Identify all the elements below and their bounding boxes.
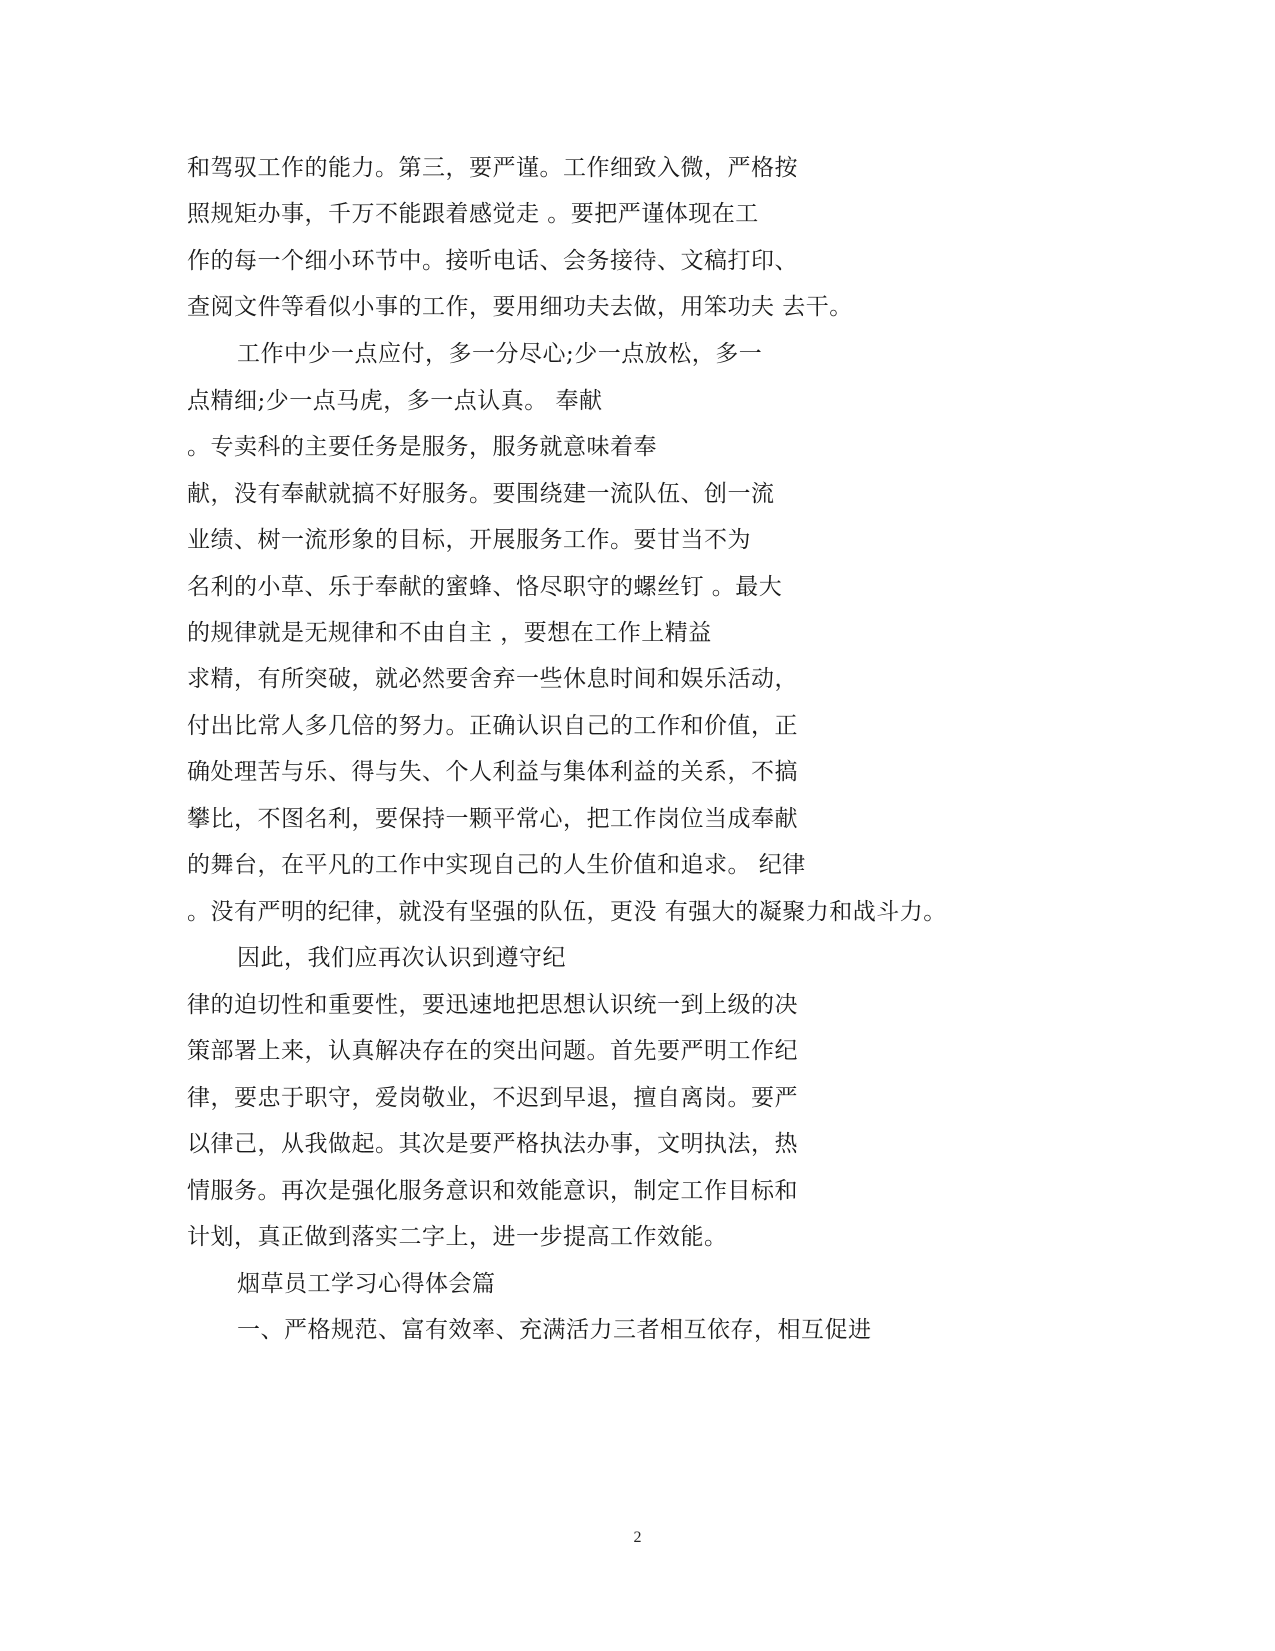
text-line: 。没有严明的纪律，就没有坚强的队伍，更没 有强大的凝聚力和战斗力。 xyxy=(187,899,947,925)
text-line: 点精细;少一点马虎，多一点认真。 奉献 xyxy=(187,388,603,414)
text-line: 律的迫切性和重要性，要迅速地把思想认识统一到上级的决 xyxy=(187,992,798,1018)
text-line: 名利的小草、乐于奉献的蜜蜂、恪尽职守的螺丝钉 。最大 xyxy=(187,574,783,600)
text-line: 照规矩办事，千万不能跟着感觉走 。要把严谨体现在工 xyxy=(187,201,759,227)
text-line: 求精，有所突破，就必然要舍弃一些休息时间和娱乐活动， xyxy=(187,666,798,692)
text-line: 攀比，不图名利，要保持一颗平常心，把工作岗位当成奉献 xyxy=(187,806,798,832)
text-line: 确处理苦与乐、得与失、个人利益与集体利益的关系，不搞 xyxy=(187,759,798,785)
text-line: 的舞台，在平凡的工作中实现自己的人生价值和追求。 纪律 xyxy=(187,852,806,878)
text-line: 献，没有奉献就搞不好服务。要围绕建一流队伍、创一流 xyxy=(187,481,775,507)
text-line: 和驾驭工作的能力。第三，要严谨。工作细致入微，严格按 xyxy=(187,155,798,181)
text-line: 业绩、树一流形象的目标，开展服务工作。要甘当不为 xyxy=(187,527,751,553)
text-line: 付出比常人多几倍的努力。正确认识自己的工作和价值，正 xyxy=(187,713,798,739)
page-number: 2 xyxy=(633,1529,642,1546)
text-line: 查阅文件等看似小事的工作，要用细功夫去做，用笨功夫 去干。 xyxy=(187,294,853,320)
text-line: 策部署上来，认真解决存在的突出问题。首先要严明工作纪 xyxy=(187,1038,798,1064)
text-line: 的规律就是无规律和不由自主 ，要想在工作上精益 xyxy=(187,620,712,646)
text-line: 计划，真正做到落实二字上，进一步提高工作效能。 xyxy=(187,1224,728,1250)
text-line: 因此，我们应再次认识到遵守纪 xyxy=(237,945,566,971)
text-line: 情服务。再次是强化服务意识和效能意识，制定工作目标和 xyxy=(187,1178,798,1204)
text-line: 律，要忠于职守，爱岗敬业，不迟到早退，擅自离岗。要严 xyxy=(187,1085,798,1111)
text-line: 以律己，从我做起。其次是要严格执法办事，文明执法，热 xyxy=(187,1131,798,1157)
text-line: 作的每一个细小环节中。接听电话、会务接待、文稿打印、 xyxy=(187,248,798,274)
text-line: 工作中少一点应付，多一分尽心;少一点放松，多一 xyxy=(237,341,763,367)
section-heading: 烟草员工学习心得体会篇 xyxy=(237,1271,496,1297)
text-line: 一、严格规范、富有效率、充满活力三者相互依存，相互促进 xyxy=(237,1317,872,1343)
text-line: 。专卖科的主要任务是服务，服务就意味着奉 xyxy=(187,434,657,460)
